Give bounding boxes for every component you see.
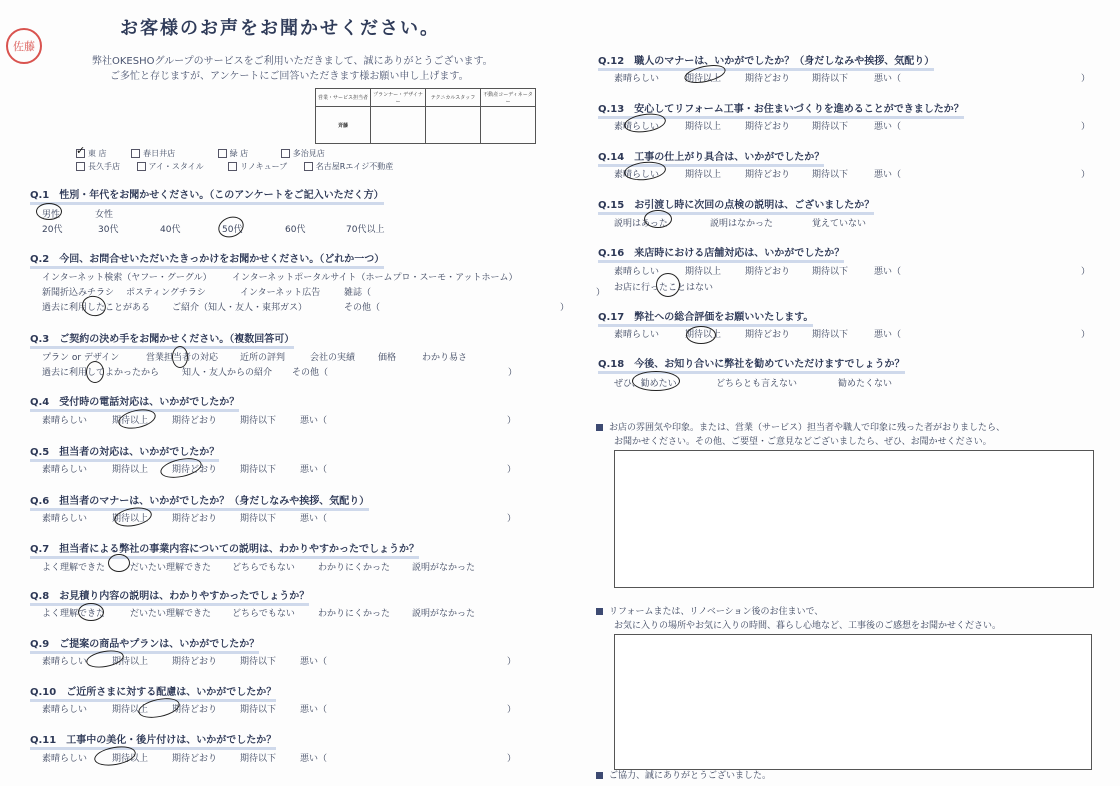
option[interactable]: 悪い（ ） (300, 754, 517, 764)
option[interactable]: 会社の実績 (310, 353, 356, 363)
option[interactable]: 期待以上 (112, 754, 149, 764)
thanks-note: ご協力、誠にありがとうございました。 (596, 768, 771, 781)
option[interactable]: 説明はなかった (710, 219, 774, 229)
option[interactable]: 70代以上 (346, 225, 385, 235)
question-1: Q.1 性別・年代をお聞かせください。（このアンケートをご記入いただく方） (30, 186, 384, 201)
option[interactable]: 素晴らしい (42, 465, 88, 475)
option[interactable]: 素晴らしい (614, 170, 660, 180)
option[interactable]: 期待以下 (240, 416, 277, 426)
option[interactable]: 60代 (285, 225, 306, 235)
question-9: Q.9 ご提案の商品やプランは、いかがでしたか？ (30, 635, 259, 650)
option[interactable]: 期待どおり (172, 514, 218, 524)
option[interactable]: 期待以下 (240, 514, 277, 524)
option[interactable]: 期待以下 (240, 465, 277, 475)
staff-sales-name[interactable]: 斉藤 (316, 107, 371, 144)
option[interactable]: 期待以下 (240, 657, 277, 667)
option[interactable]: 期待以下 (240, 705, 277, 715)
answer-circle (86, 361, 104, 383)
option[interactable]: 期待以下 (812, 330, 849, 340)
option[interactable]: 営業担当者の対応 (146, 353, 219, 363)
option[interactable]: 悪い（ ） (300, 416, 517, 426)
option[interactable]: どちらでもない (232, 563, 295, 573)
option[interactable]: 期待どおり (745, 330, 791, 340)
option[interactable]: 覚えていない (812, 219, 867, 229)
comment-2-prompt-2: お気に入りの場所やお気に入りの時間、暮らし心地など、工事後のご感想をお聞かせください。 (614, 621, 1002, 631)
question-2: Q.2 今回、お問合せいただいたきっかけをお聞かせください。（どれか一つ） (30, 250, 384, 265)
question-12: Q.12 職人のマナーは、いかがでしたか？（身だしなみや挨拶、気配り） (598, 52, 934, 67)
option[interactable]: 女性 (95, 210, 114, 220)
option[interactable]: 40代 (160, 225, 181, 235)
question-16: Q.16 来店時における店舗対応は、いかがでしたか？ (598, 244, 844, 259)
option[interactable]: わかり易さ (422, 353, 468, 363)
option[interactable]: 期待どおり (745, 170, 791, 180)
store-label: 長久手店 (88, 162, 120, 171)
option[interactable]: 素晴らしい (614, 122, 660, 132)
option[interactable]: 期待以下 (812, 122, 849, 132)
option[interactable]: その他（ ） (292, 368, 518, 378)
option[interactable]: よく理解できた (42, 563, 106, 573)
square-bullet-icon (596, 608, 603, 615)
option[interactable]: 期待以下 (240, 754, 277, 764)
comment-2-prompt: リフォームまたは、リノベーション後のお住まいで、 (596, 604, 823, 617)
question-15: Q.15 お引渡し時に次回の点検の説明は、ございましたか？ (598, 196, 874, 211)
store-label: 緑 店 (229, 149, 249, 158)
option[interactable]: ご紹介（知人・友人・東邦ガス） (172, 303, 308, 313)
answer-circle (632, 371, 680, 391)
store-label: リノキューブ (240, 162, 288, 171)
option[interactable]: 期待どおり (172, 657, 218, 667)
comment-1-prompt-2: お聞かせください。その他、ご要望・ご意見などございましたら、ぜひ、お聞かせください。 (614, 437, 992, 447)
option[interactable]: わかりにくかった (318, 609, 391, 619)
option[interactable]: 期待以上 (685, 330, 722, 340)
answer-circle (656, 273, 680, 297)
option[interactable]: 勧めたくない (838, 379, 893, 389)
staff-header-planner: プランナー・デザイナー (371, 89, 426, 107)
square-bullet-icon (596, 424, 603, 431)
option[interactable]: お店に行ったことはない (614, 283, 714, 293)
option[interactable]: 期待以上 (112, 465, 149, 475)
store-label: 多治見店 (292, 149, 325, 158)
option[interactable]: 期待以上 (112, 514, 149, 524)
staff-realestate-name[interactable] (481, 107, 536, 144)
option[interactable]: 素晴らしい (42, 754, 88, 764)
option[interactable]: 期待以上 (685, 170, 722, 180)
question-13: Q.13 安心してリフォーム工事・お住まいづくりを進めることができましたか？ (598, 100, 964, 115)
square-bullet-icon (596, 772, 603, 779)
store-label: アイ・スタイル (148, 162, 204, 171)
option[interactable]: 素晴らしい (614, 74, 660, 84)
option[interactable]: 期待どおり (172, 416, 218, 426)
store-checkbox[interactable] (76, 162, 85, 171)
option[interactable]: 期待どおり (172, 705, 218, 715)
staff-header-sales: 営業・サービス担当者 (316, 89, 371, 107)
question-17: Q.17 弊社への総合評価をお願いいたします。 (598, 308, 813, 323)
staff-table (315, 88, 536, 144)
option[interactable]: 期待どおり (745, 122, 791, 132)
question-6: Q.6 担当者のマナーは、いかがでしたか？（身だしなみや挨拶、気配り） (30, 492, 369, 507)
option[interactable]: 期待どおり (172, 754, 218, 764)
option[interactable]: ぜひ、勧めたい (614, 379, 677, 389)
store-label: 東 店 (88, 149, 107, 158)
option[interactable]: ポスティングチラシ (126, 288, 206, 298)
answer-circle (36, 203, 62, 220)
answer-circle (78, 603, 104, 621)
comment-1-prompt: お店の雰囲気や印象。または、営業（サービス）担当者や職人で印象に残った者がおりましたら、 (596, 420, 1005, 433)
question-14: Q.14 工事の仕上がり具合は、いかがでしたか？ (598, 148, 824, 163)
option[interactable]: 期待以上 (112, 705, 149, 715)
store-checkbox[interactable]: ✓ (76, 144, 86, 157)
staff-technical-name[interactable] (426, 107, 481, 144)
option[interactable]: 素晴らしい (42, 705, 88, 715)
answer-circle (644, 210, 672, 228)
comment-1-box[interactable] (614, 450, 1094, 588)
question-8: Q.8 お見積り内容の説明は、わかりやすかったでしょうか？ (30, 587, 309, 602)
question-3: Q.3 ご契約の決め手をお聞かせください。（複数回答可） (30, 330, 294, 345)
option[interactable]: 期待以上 (112, 416, 149, 426)
option[interactable]: 50代 (222, 225, 243, 235)
store-label: 春日井店 (143, 149, 176, 158)
option[interactable]: 期待どおり (172, 465, 218, 475)
store-checkbox[interactable] (218, 149, 227, 158)
option[interactable]: インターネットポータルサイト（ホームプロ・スーモ・アットホーム） (232, 273, 518, 283)
option[interactable]: 価格 (378, 353, 397, 363)
option[interactable]: 知人・友人からの紹介 (182, 368, 273, 378)
answer-circle (215, 213, 246, 241)
option[interactable]: プラン or デザイン (42, 353, 120, 363)
option[interactable]: 悪い（ ） (300, 514, 517, 524)
option[interactable]: 期待以上 (685, 74, 722, 84)
option[interactable]: 悪い（ ） (300, 705, 517, 715)
option[interactable]: どちらとも言えない (716, 379, 798, 389)
option[interactable]: 悪い（ ） (874, 74, 1091, 84)
option[interactable]: 期待以上 (685, 267, 722, 277)
store-label: 名古屋Rエイジ不動産 (315, 162, 394, 171)
option[interactable]: 20代 (42, 225, 63, 235)
intro-line-2: ご多忙と存じますが、アンケートにご回答いただきます様お願い申し上げます。 (110, 71, 469, 82)
comment-2-box[interactable] (614, 634, 1092, 770)
question-10: Q.10 ご近所さまに対する配慮は、いかがでしたか？ (30, 683, 276, 698)
intro-line-1: 弊社OKESHOグループのサービスをご利用いただきまして、誠にありがとうございます。 (92, 56, 493, 67)
page-title: お客様のお声をお聞かせください。 (120, 18, 440, 39)
option[interactable]: 過去に利用してよかったから (42, 368, 160, 378)
question-4: Q.4 受付時の電話対応は、いかがでしたか？ (30, 393, 239, 408)
option[interactable]: インターネット広告 (240, 288, 321, 298)
question-11: Q.11 工事中の美化・後片付けは、いかがでしたか？ (30, 731, 276, 746)
staff-header-technical: テクニカルスタッフ (426, 89, 481, 107)
option[interactable]: 期待以上 (112, 657, 149, 667)
option[interactable]: 悪い（ ） (300, 657, 517, 667)
store-row-2 (76, 161, 393, 172)
option[interactable]: だいたい理解できた (130, 609, 212, 619)
question-7: Q.7 担当者による弊社の事業内容についての説明は、わかりやすかったでしょうか？ (30, 540, 419, 555)
option[interactable]: 悪い（ ） (300, 465, 517, 475)
answer-circle (172, 346, 188, 368)
option[interactable]: 説明はあった (614, 219, 668, 229)
option[interactable]: 新聞折込みチラシ (42, 288, 115, 298)
option[interactable]: 説明がなかった (412, 609, 476, 619)
option[interactable]: 期待以下 (812, 74, 849, 84)
option[interactable]: 男性 (42, 210, 61, 220)
option[interactable]: 30代 (98, 225, 119, 235)
store-checkbox[interactable] (281, 149, 290, 158)
question-18: Q.18 今後、お知り合いに弊社を勧めていただけますでしょうか？ (598, 355, 905, 370)
option[interactable]: 悪い（ ） (874, 122, 1091, 132)
option[interactable]: だいたい理解できた (130, 563, 212, 573)
store-checkbox[interactable] (304, 162, 313, 171)
option[interactable]: 悪い（ ） (874, 267, 1091, 277)
option[interactable]: インターネット検索（ヤフー・グーグル） (42, 273, 212, 283)
store-checkbox[interactable] (131, 149, 140, 158)
option[interactable]: 期待以上 (685, 122, 722, 132)
option[interactable]: 期待以下 (812, 267, 849, 277)
store-checkbox[interactable] (228, 162, 237, 171)
option[interactable]: 期待以下 (812, 170, 849, 180)
option[interactable]: 素晴らしい (614, 267, 660, 277)
option[interactable]: 素晴らしい (42, 416, 88, 426)
option[interactable]: 悪い（ ） (874, 170, 1091, 180)
option[interactable]: その他（ ） (344, 303, 570, 313)
staff-header-realestate: 不動産コーディネーター (481, 89, 536, 107)
answer-circle (686, 326, 716, 344)
option[interactable]: 説明がなかった (412, 563, 476, 573)
staff-planner-name[interactable] (371, 107, 426, 144)
option[interactable]: 近所の評判 (240, 353, 286, 363)
question-5: Q.5 担当者の対応は、いかがでしたか？ (30, 443, 219, 458)
store-row-1 (76, 144, 325, 159)
store-checkbox[interactable] (137, 162, 146, 171)
option[interactable]: 素晴らしい (42, 514, 88, 524)
option[interactable]: 悪い（ ） (874, 330, 1091, 340)
option[interactable]: 期待どおり (745, 74, 791, 84)
option[interactable]: 過去に利用したことがある (42, 303, 151, 313)
option[interactable]: 素晴らしい (42, 657, 88, 667)
name-stamp: 佐藤 (6, 28, 42, 64)
option[interactable]: 雑誌（ ） (344, 288, 606, 298)
option[interactable]: わかりにくかった (318, 563, 391, 573)
option[interactable]: よく理解できた (42, 609, 106, 619)
option[interactable]: 素晴らしい (614, 330, 660, 340)
answer-circle (108, 554, 130, 572)
option[interactable]: どちらでもない (232, 609, 295, 619)
option[interactable]: 期待どおり (745, 267, 791, 277)
